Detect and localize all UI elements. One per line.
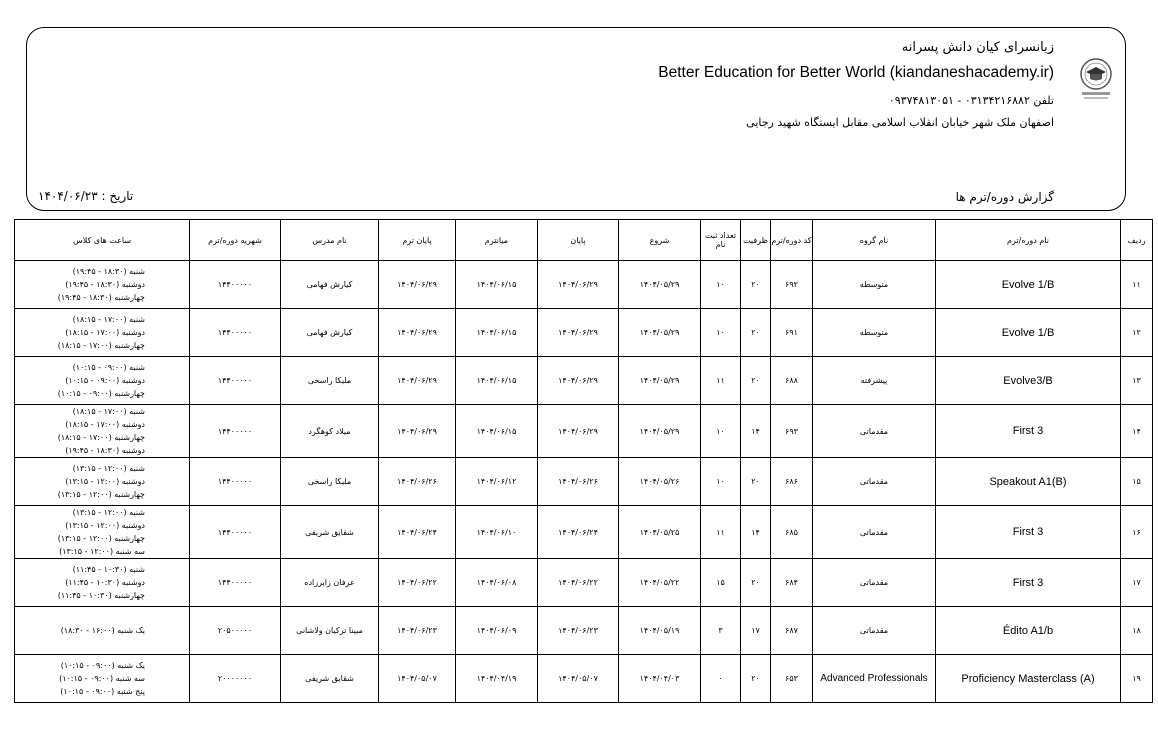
class-hour-line: شنبه (۰۹:۰۰ - ۱۰:۱۵) bbox=[72, 363, 145, 372]
column-header: نام دوره/ترم bbox=[936, 220, 1121, 261]
group-name-cell: مقدماتی bbox=[813, 559, 936, 607]
class-hour-line: چهارشنبه (۱۰:۳۰ - ۱۱:۴۵) bbox=[57, 591, 145, 600]
final-date-cell: ۱۴۰۴/۰۶/۲۹ bbox=[379, 309, 456, 357]
class-hour-line: دوشنبه (۱۸:۳۰ - ۱۹:۴۵) bbox=[65, 280, 145, 289]
capacity-cell: ۲۰ bbox=[741, 655, 771, 703]
capacity-cell: ۲۰ bbox=[741, 357, 771, 405]
group-name-cell: مقدماتی bbox=[813, 607, 936, 655]
midterm-date-cell: ۱۴۰۴/۰۶/۱۵ bbox=[456, 405, 538, 458]
class-hour-line: پنج شنبه (۰۹:۰۰ - ۱۰:۱۵) bbox=[60, 687, 145, 696]
table-row bbox=[15, 655, 1153, 703]
class-hours-cell bbox=[15, 559, 190, 607]
column-header: پایان bbox=[538, 220, 619, 261]
end-date-cell: ۱۴۰۴/۰۵/۰۷ bbox=[538, 655, 619, 703]
tuition-fee-cell: ۱۴۴۰۰۰۰۰ bbox=[190, 458, 281, 506]
courses-table bbox=[14, 219, 1153, 703]
class-hour-line: یک شنبه (۰۹:۰۰ - ۱۰:۱۵) bbox=[60, 661, 145, 670]
tuition-fee-cell: ۱۴۴۰۰۰۰۰ bbox=[190, 309, 281, 357]
start-date-cell: ۱۴۰۴/۰۴/۰۳ bbox=[619, 655, 701, 703]
group-name-cell: مقدماتی bbox=[813, 405, 936, 458]
teacher-name-cell: میلاد کوهگرد bbox=[281, 405, 379, 458]
midterm-date-cell: ۱۴۰۴/۰۴/۱۹ bbox=[456, 655, 538, 703]
address-line: اصفهان ملک شهر خیابان انقلاب اسلامی مقابل ایستگاه شهید رجایی bbox=[746, 116, 1054, 129]
end-date-cell: ۱۴۰۴/۰۶/۲۲ bbox=[538, 559, 619, 607]
course-code-cell: ۶۹۱ bbox=[771, 309, 813, 357]
class-hours-cell bbox=[15, 506, 190, 559]
start-date-cell: ۱۴۰۴/۰۵/۲۲ bbox=[619, 559, 701, 607]
start-date-cell: ۱۴۰۴/۰۵/۲۹ bbox=[619, 309, 701, 357]
capacity-cell: ۱۴ bbox=[741, 506, 771, 559]
class-hour-line: شنبه (۱۸:۳۰ - ۱۹:۴۵) bbox=[72, 267, 145, 276]
teacher-name-cell: کیارش فهامی bbox=[281, 261, 379, 309]
class-hour-line: دوشنبه (۱۲:۰۰ - ۱۳:۱۵) bbox=[65, 521, 145, 530]
row-number-cell: ۱۷ bbox=[1121, 559, 1153, 607]
registered-count-cell: ۱۰ bbox=[701, 309, 741, 357]
class-hours-cell bbox=[15, 405, 190, 458]
final-date-cell: ۱۴۰۴/۰۶/۲۳ bbox=[379, 607, 456, 655]
column-header: نام گروه bbox=[813, 220, 936, 261]
course-name-cell: Evolve 1/B bbox=[936, 309, 1121, 357]
table-row bbox=[15, 309, 1153, 357]
end-date-cell: ۱۴۰۴/۰۶/۲۹ bbox=[538, 309, 619, 357]
course-code-cell: ۶۸۷ bbox=[771, 607, 813, 655]
row-number-cell: ۱۳ bbox=[1121, 357, 1153, 405]
midterm-date-cell: ۱۴۰۴/۰۶/۱۵ bbox=[456, 261, 538, 309]
final-date-cell: ۱۴۰۴/۰۶/۲۹ bbox=[379, 357, 456, 405]
course-code-cell: ۶۵۳ bbox=[771, 655, 813, 703]
tuition-fee-cell: ۱۴۴۰۰۰۰۰ bbox=[190, 506, 281, 559]
class-hour-line: دوشنبه (۱۲:۰۰ - ۱۳:۱۵) bbox=[65, 477, 145, 486]
table-row bbox=[15, 607, 1153, 655]
column-header: نام مدرس bbox=[281, 220, 379, 261]
registered-count-cell: ۳ bbox=[701, 607, 741, 655]
capacity-cell: ۱۷ bbox=[741, 607, 771, 655]
row-number-cell: ۱۸ bbox=[1121, 607, 1153, 655]
final-date-cell: ۱۴۰۴/۰۵/۰۷ bbox=[379, 655, 456, 703]
class-hours-cell bbox=[15, 357, 190, 405]
table-row bbox=[15, 357, 1153, 405]
final-date-cell: ۱۴۰۴/۰۶/۲۹ bbox=[379, 261, 456, 309]
class-hour-line: دوشنبه (۱۸:۳۰ - ۱۹:۴۵) bbox=[65, 446, 145, 455]
row-number-cell: ۱۱ bbox=[1121, 261, 1153, 309]
tuition-fee-cell: ۱۴۴۰۰۰۰۰ bbox=[190, 261, 281, 309]
class-hour-line: دوشنبه (۱۷:۰۰ - ۱۸:۱۵) bbox=[65, 328, 145, 337]
tuition-fee-cell: ۱۴۴۰۰۰۰۰ bbox=[190, 405, 281, 458]
course-code-cell: ۶۹۲ bbox=[771, 261, 813, 309]
end-date-cell: ۱۴۰۴/۰۶/۲۹ bbox=[538, 405, 619, 458]
course-name-cell: First 3 bbox=[936, 405, 1121, 458]
table-row bbox=[15, 458, 1153, 506]
teacher-name-cell: ملیکا راسخی bbox=[281, 357, 379, 405]
group-name-cell: متوسطه bbox=[813, 309, 936, 357]
class-hour-line: شنبه (۱۲:۰۰ - ۱۳:۱۵) bbox=[72, 508, 145, 517]
capacity-cell: ۲۰ bbox=[741, 309, 771, 357]
class-hour-line: سه شنبه (۱۲:۰۰ - ۱۳:۱۵) bbox=[59, 547, 145, 556]
table-header-row bbox=[15, 220, 1153, 261]
class-hour-line: شنبه (۱۷:۰۰ - ۱۸:۱۵) bbox=[72, 315, 145, 324]
class-hour-line: چهارشنبه (۱۲:۰۰ - ۱۳:۱۵) bbox=[57, 534, 145, 543]
class-hour-line: یک شنبه (۱۶:۰۰ - ۱۸:۳۰) bbox=[60, 626, 145, 635]
registered-count-cell: ۱۰ bbox=[701, 261, 741, 309]
teacher-name-cell: عرفان زایرزاده bbox=[281, 559, 379, 607]
start-date-cell: ۱۴۰۴/۰۵/۲۹ bbox=[619, 357, 701, 405]
column-header: میانترم bbox=[456, 220, 538, 261]
midterm-date-cell: ۱۴۰۴/۰۶/۱۲ bbox=[456, 458, 538, 506]
tuition-fee-cell: ۲۰۵۰۰۰۰۰ bbox=[190, 607, 281, 655]
table-row bbox=[15, 405, 1153, 458]
course-code-cell: ۶۸۵ bbox=[771, 506, 813, 559]
course-name-cell: Speakout A1(B) bbox=[936, 458, 1121, 506]
column-header: ساعت های کلاس bbox=[15, 220, 190, 261]
final-date-cell: ۱۴۰۴/۰۶/۲۶ bbox=[379, 458, 456, 506]
class-hour-line: شنبه (۱۰:۳۰ - ۱۱:۴۵) bbox=[72, 565, 145, 574]
class-hour-line: سه شنبه (۰۹:۰۰ - ۱۰:۱۵) bbox=[59, 674, 145, 683]
tuition-fee-cell: ۱۴۴۰۰۰۰۰ bbox=[190, 357, 281, 405]
teacher-name-cell: مبینا ترکیان ولاشانی bbox=[281, 607, 379, 655]
group-name-cell: Advanced Professionals bbox=[813, 655, 936, 703]
teacher-name-cell: شقایق شریفی bbox=[281, 655, 379, 703]
midterm-date-cell: ۱۴۰۴/۰۶/۱۵ bbox=[456, 309, 538, 357]
row-number-cell: ۱۲ bbox=[1121, 309, 1153, 357]
course-code-cell: ۶۸۶ bbox=[771, 458, 813, 506]
group-name-cell: پیشرفته bbox=[813, 357, 936, 405]
table-row bbox=[15, 559, 1153, 607]
start-date-cell: ۱۴۰۴/۰۵/۱۹ bbox=[619, 607, 701, 655]
course-code-cell: ۶۸۴ bbox=[771, 559, 813, 607]
final-date-cell: ۱۴۰۴/۰۶/۲۲ bbox=[379, 559, 456, 607]
teacher-name-cell: شقایق شریفی bbox=[281, 506, 379, 559]
course-name-cell: First 3 bbox=[936, 559, 1121, 607]
registered-count-cell: ۱۰ bbox=[701, 458, 741, 506]
midterm-date-cell: ۱۴۰۴/۰۶/۰۸ bbox=[456, 559, 538, 607]
class-hours-cell bbox=[15, 655, 190, 703]
column-header: کد دوره/ترم bbox=[771, 220, 813, 261]
table-row bbox=[15, 506, 1153, 559]
class-hours-cell bbox=[15, 261, 190, 309]
course-name-cell: Proficiency Masterclass (A) bbox=[936, 655, 1121, 703]
final-date-cell: ۱۴۰۴/۰۶/۲۴ bbox=[379, 506, 456, 559]
registered-count-cell: ۰ bbox=[701, 655, 741, 703]
class-hours-cell bbox=[15, 309, 190, 357]
group-name-cell: مقدماتی bbox=[813, 458, 936, 506]
class-hour-line: شنبه (۱۷:۰۰ - ۱۸:۱۵) bbox=[72, 407, 145, 416]
column-header: شهریه دوره/ترم bbox=[190, 220, 281, 261]
teacher-name-cell: کیارش فهامی bbox=[281, 309, 379, 357]
group-name-cell: متوسطه bbox=[813, 261, 936, 309]
start-date-cell: ۱۴۰۴/۰۵/۲۹ bbox=[619, 261, 701, 309]
column-header: تعداد ثبت نام bbox=[701, 220, 741, 261]
tuition-fee-cell: ۱۴۴۰۰۰۰۰ bbox=[190, 559, 281, 607]
class-hour-line: چهارشنبه (۱۷:۰۰ - ۱۸:۱۵) bbox=[57, 341, 145, 350]
course-name-cell: Evolve3/B bbox=[936, 357, 1121, 405]
capacity-cell: ۲۰ bbox=[741, 261, 771, 309]
midterm-date-cell: ۱۴۰۴/۰۶/۱۰ bbox=[456, 506, 538, 559]
table-row bbox=[15, 261, 1153, 309]
class-hours-cell bbox=[15, 458, 190, 506]
row-number-cell: ۱۴ bbox=[1121, 405, 1153, 458]
column-header: شروع bbox=[619, 220, 701, 261]
row-number-cell: ۱۶ bbox=[1121, 506, 1153, 559]
class-hour-line: دوشنبه (۱۰:۳۰ - ۱۱:۴۵) bbox=[65, 578, 145, 587]
phone-line: تلفن ۰۳۱۳۴۲۱۶۸۸۲ - ۰۹۳۷۴۸۱۳۰۵۱ bbox=[888, 94, 1054, 107]
capacity-cell: ۲۰ bbox=[741, 458, 771, 506]
academy-logo bbox=[1074, 55, 1118, 101]
end-date-cell: ۱۴۰۴/۰۶/۲۴ bbox=[538, 506, 619, 559]
capacity-cell: ۲۰ bbox=[741, 559, 771, 607]
school-name: زبانسرای کیان دانش پسرانه bbox=[901, 40, 1054, 55]
class-hour-line: شنبه (۱۲:۰۰ - ۱۳:۱۵) bbox=[72, 464, 145, 473]
column-header: ردیف bbox=[1121, 220, 1153, 261]
row-number-cell: ۱۹ bbox=[1121, 655, 1153, 703]
class-hour-line: چهارشنبه (۱۸:۳۰ - ۱۹:۴۵) bbox=[57, 293, 145, 302]
teacher-name-cell: ملیکا راسخی bbox=[281, 458, 379, 506]
registered-count-cell: ۱۱ bbox=[701, 357, 741, 405]
tuition-fee-cell: ۲۰۰۰۰۰۰۰ bbox=[190, 655, 281, 703]
course-name-cell: Evolve 1/B bbox=[936, 261, 1121, 309]
end-date-cell: ۱۴۰۴/۰۶/۲۹ bbox=[538, 261, 619, 309]
school-slogan: Better Education for Better World (kiandaneshacademy.ir) bbox=[658, 64, 1054, 81]
class-hour-line: چهارشنبه (۱۷:۰۰ - ۱۸:۱۵) bbox=[57, 433, 145, 442]
end-date-cell: ۱۴۰۴/۰۶/۲۶ bbox=[538, 458, 619, 506]
start-date-cell: ۱۴۰۴/۰۵/۲۶ bbox=[619, 458, 701, 506]
registered-count-cell: ۱۵ bbox=[701, 559, 741, 607]
class-hour-line: چهارشنبه (۱۲:۰۰ - ۱۳:۱۵) bbox=[57, 490, 145, 499]
final-date-cell: ۱۴۰۴/۰۶/۲۹ bbox=[379, 405, 456, 458]
start-date-cell: ۱۴۰۴/۰۵/۲۵ bbox=[619, 506, 701, 559]
row-number-cell: ۱۵ bbox=[1121, 458, 1153, 506]
midterm-date-cell: ۱۴۰۴/۰۶/۰۹ bbox=[456, 607, 538, 655]
class-hour-line: دوشنبه (۱۷:۰۰ - ۱۸:۱۵) bbox=[65, 420, 145, 429]
course-name-cell: Édito A1/b bbox=[936, 607, 1121, 655]
course-name-cell: First 3 bbox=[936, 506, 1121, 559]
course-code-cell: ۶۸۸ bbox=[771, 357, 813, 405]
group-name-cell: مقدماتی bbox=[813, 506, 936, 559]
end-date-cell: ۱۴۰۴/۰۶/۲۳ bbox=[538, 607, 619, 655]
class-hours-cell bbox=[15, 607, 190, 655]
registered-count-cell: ۱۱ bbox=[701, 506, 741, 559]
class-hour-line: چهارشنبه (۰۹:۰۰ - ۱۰:۱۵) bbox=[57, 389, 145, 398]
report-date: تاریخ : ۱۴۰۴/۰۶/۲۳ bbox=[38, 189, 134, 203]
registered-count-cell: ۱۰ bbox=[701, 405, 741, 458]
end-date-cell: ۱۴۰۴/۰۶/۲۹ bbox=[538, 357, 619, 405]
column-header: پایان ترم bbox=[379, 220, 456, 261]
start-date-cell: ۱۴۰۴/۰۵/۲۹ bbox=[619, 405, 701, 458]
class-hour-line: دوشنبه (۰۹:۰۰ - ۱۰:۱۵) bbox=[65, 376, 145, 385]
report-title: گزارش دوره/ترم ها bbox=[955, 190, 1054, 204]
capacity-cell: ۱۴ bbox=[741, 405, 771, 458]
midterm-date-cell: ۱۴۰۴/۰۶/۱۵ bbox=[456, 357, 538, 405]
course-code-cell: ۶۹۳ bbox=[771, 405, 813, 458]
column-header: ظرفیت bbox=[741, 220, 771, 261]
